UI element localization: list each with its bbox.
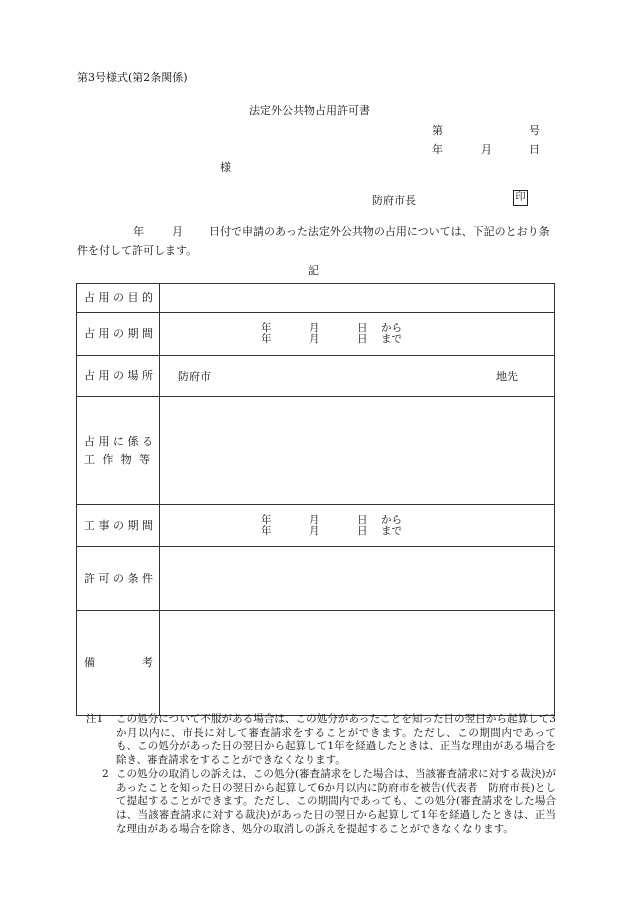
- construction-label: 工事の期間: [84, 518, 153, 532]
- place-city: 防府市: [178, 370, 211, 383]
- construction-from-day: 日: [357, 513, 368, 526]
- ki-heading: 記: [308, 264, 319, 277]
- seal-mark: 印: [513, 190, 528, 206]
- issue-date-day-label: 日: [529, 143, 540, 156]
- period-row: [77, 313, 555, 356]
- structures-row: [77, 397, 555, 505]
- form-number: 第3号様式(第2条関係): [77, 71, 188, 84]
- period-label: 占用の期間: [84, 327, 153, 340]
- place-label: 占用の場所: [84, 369, 153, 382]
- note-label: 2: [102, 767, 109, 780]
- note-text: この処分の取消しの訴えは、この処分(審査請求をした場合は、当該審査請求に対する裁決)があったことを知った日の翌日から起算して6か月以内に防府市を被告(代表者 防府市長)として提起することができます。ただし、この期間内であっても、この処分(審査請求をした場合は、当該審査請求に対する裁決)があった日の翌日から起算して1年を経過したときは、正当な理由がある場合を除き、処分の取消しの訴えを提起することができなくなります。: [116, 767, 556, 835]
- purpose-field[interactable]: [160, 284, 555, 313]
- permit-table: [76, 283, 555, 716]
- construction-from-month: 月: [309, 513, 320, 526]
- period-field[interactable]: [160, 313, 555, 356]
- structures-label-line2: 工作物等: [84, 452, 150, 466]
- construction-to-made: まで: [381, 524, 402, 537]
- note-label: 注1: [86, 713, 104, 725]
- purpose-row: [77, 284, 555, 313]
- notes-section: [86, 713, 556, 836]
- remarks-label: 備考: [84, 656, 153, 669]
- construction-to-year: 年: [261, 524, 272, 537]
- construction-from-kara: から: [381, 513, 402, 526]
- number-dai-label: 第: [432, 124, 443, 137]
- conditions-label: 許可の条件: [84, 571, 153, 585]
- construction-to-day: 日: [357, 524, 368, 537]
- construction-row: [77, 505, 555, 547]
- period-from-day: 日: [357, 322, 368, 334]
- structures-label-line1: 占用に係る: [84, 434, 153, 448]
- body-date-year-label: 年: [133, 225, 144, 238]
- remarks-row: [77, 611, 555, 716]
- addressee-suffix: 様: [220, 161, 231, 174]
- purpose-label: 占用の目的: [84, 291, 153, 304]
- remarks-field[interactable]: [160, 611, 555, 716]
- issue-date-month-label: 月: [481, 143, 492, 156]
- period-from-kara: から: [381, 322, 402, 334]
- place-suffix: 地先: [496, 370, 518, 383]
- body-date-month-label: 月: [172, 225, 183, 238]
- construction-to-month: 月: [309, 524, 320, 537]
- note-text: この処分について不服がある場合は、この処分があったことを知った日の翌日から起算して3か月以内に、市長に対して審査請求をすることができます。ただし、この期間内であっても、この処分があった日の翌日から起算して1年を経過したときは、正当な理由がある場合を除き、審査請求をすることができなくなります。: [116, 713, 556, 767]
- construction-field[interactable]: [160, 505, 555, 547]
- construction-from-year: 年: [261, 513, 272, 526]
- issue-date-year-label: 年: [432, 143, 443, 156]
- note-item: [86, 768, 556, 837]
- conditions-row: [77, 547, 555, 611]
- document-title: 法定外公共物占用許可書: [249, 104, 370, 117]
- place-field[interactable]: [160, 356, 555, 397]
- period-to-day: 日: [357, 333, 368, 345]
- period-to-month: 月: [309, 333, 320, 345]
- place-row: [77, 356, 555, 397]
- note-item: [86, 713, 556, 768]
- body-paragraph: [77, 222, 555, 260]
- period-to-made: まで: [381, 333, 402, 345]
- period-from-month: 月: [309, 322, 320, 334]
- period-from-year: 年: [261, 322, 272, 334]
- structures-field[interactable]: [160, 397, 555, 505]
- conditions-field[interactable]: [160, 547, 555, 611]
- issuer-name: 防府市長: [372, 194, 416, 207]
- period-to-year: 年: [261, 333, 272, 345]
- body-text: 日付で申請のあった法定外公共物の占用については、下記のとおり条件を付して許可します。: [77, 225, 550, 257]
- number-go-label: 号: [529, 124, 540, 137]
